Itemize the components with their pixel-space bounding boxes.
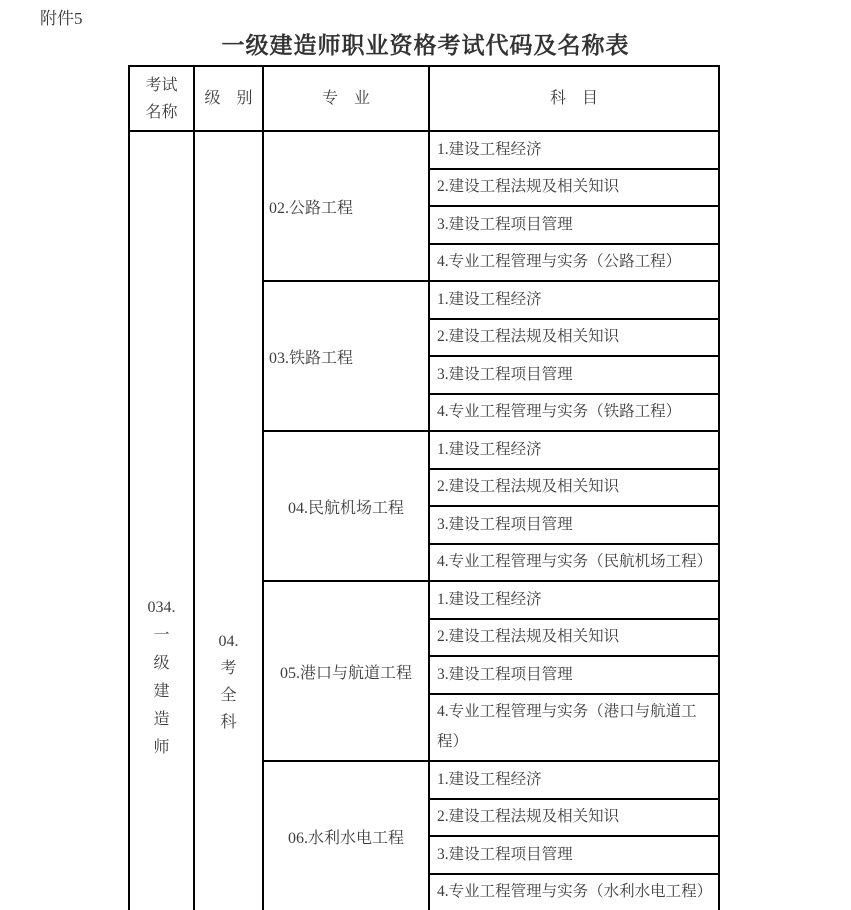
exam-code: 034.	[147, 599, 176, 616]
subject-cell: 2.建设工程法规及相关知识	[429, 169, 719, 207]
subject-cell: 1.建设工程经济	[429, 131, 719, 169]
major-cell: 04.民航机场工程	[263, 431, 429, 581]
subject-cell: 1.建设工程经济	[429, 431, 719, 469]
subject-cell: 3.建设工程项目管理	[429, 356, 719, 394]
level-name-char: 科	[220, 714, 237, 731]
header-exam-name-line1: 考试	[145, 76, 178, 94]
exam-name-cell	[129, 131, 194, 910]
table-row	[129, 131, 719, 169]
major-cell: 05.港口与航道工程	[263, 581, 429, 761]
subject-cell: 4.专业工程管理与实务（民航机场工程）	[429, 544, 719, 582]
exam-name-char: 建	[153, 683, 170, 700]
subject-cell: 2.建设工程法规及相关知识	[429, 469, 719, 507]
header-exam-name	[129, 66, 194, 131]
subject-cell: 1.建设工程经济	[429, 581, 719, 619]
level-code: 04.	[218, 633, 239, 650]
header-level: 级 别	[194, 66, 263, 131]
level-block	[195, 628, 262, 736]
subject-cell: 4.专业工程管理与实务（铁路工程）	[429, 394, 719, 432]
header-exam-name-line2: 名称	[145, 103, 178, 121]
header-subject: 科 目	[429, 66, 719, 131]
subject-cell: 2.建设工程法规及相关知识	[429, 799, 719, 837]
subject-cell: 4.专业工程管理与实务（公路工程）	[429, 244, 719, 282]
level-cell	[194, 131, 263, 910]
major-cell: 06.水利水电工程	[263, 761, 429, 910]
major-cell: 02.公路工程	[263, 131, 429, 281]
subject-cell: 2.建设工程法规及相关知识	[429, 619, 719, 657]
exam-name-block	[130, 594, 193, 762]
subject-cell: 3.建设工程项目管理	[429, 656, 719, 694]
exam-name-char: 师	[153, 739, 170, 756]
exam-name-char: 一	[153, 627, 170, 644]
subject-cell: 1.建设工程经济	[429, 761, 719, 799]
exam-name-char: 级	[153, 655, 170, 672]
subject-cell: 3.建设工程项目管理	[429, 506, 719, 544]
level-name-char: 考	[220, 660, 237, 677]
subject-cell: 2.建设工程法规及相关知识	[429, 319, 719, 357]
subject-cell: 4.专业工程管理与实务（港口与航道工程）	[429, 694, 719, 762]
exam-code-table	[128, 65, 720, 910]
major-cell: 03.铁路工程	[263, 281, 429, 431]
exam-name-char: 造	[153, 711, 170, 728]
subject-cell: 3.建设工程项目管理	[429, 836, 719, 874]
header-row	[129, 66, 719, 131]
attachment-label: 附件5	[40, 9, 83, 28]
page-title: 一级建造师职业资格考试代码及名称表	[221, 32, 630, 58]
header-major: 专 业	[263, 66, 429, 131]
subject-cell: 4.专业工程管理与实务（水利水电工程）	[429, 874, 719, 910]
subject-cell: 3.建设工程项目管理	[429, 206, 719, 244]
subject-cell: 1.建设工程经济	[429, 281, 719, 319]
level-name-char: 全	[220, 687, 237, 704]
